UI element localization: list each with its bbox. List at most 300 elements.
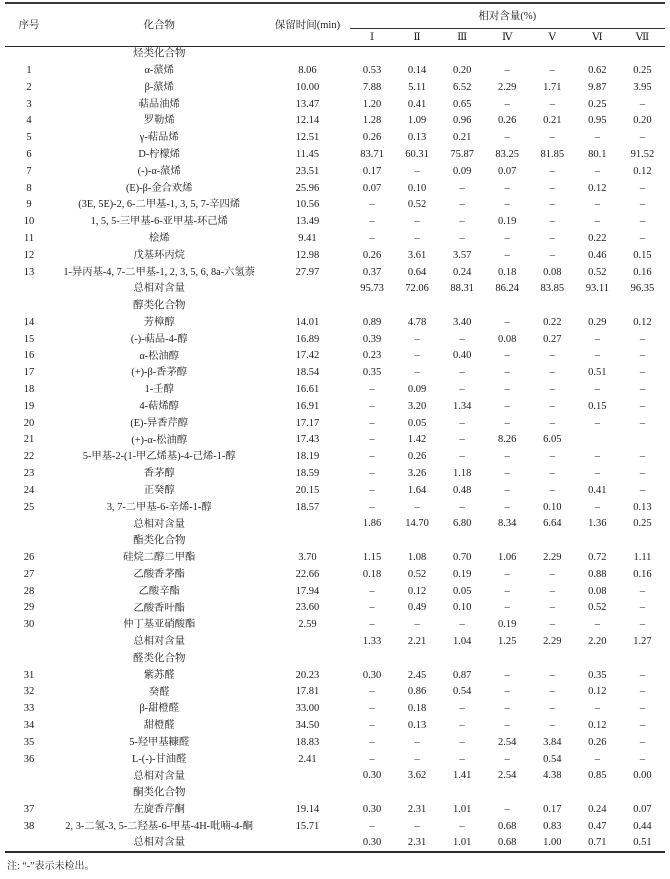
relative-content-value: 0.35 bbox=[588, 669, 607, 681]
relative-content-value: 0.68 bbox=[498, 820, 517, 832]
table-row bbox=[5, 819, 665, 836]
relative-content-value: – bbox=[594, 165, 600, 177]
relative-content-value: – bbox=[504, 484, 510, 496]
total-label: 总相对含量 bbox=[133, 283, 185, 295]
retention-time: 12.51 bbox=[295, 132, 320, 144]
relative-content-value: – bbox=[549, 132, 555, 144]
relative-content-value: 0.12 bbox=[633, 316, 652, 328]
relative-content-value: 0.24 bbox=[588, 804, 607, 815]
relative-content-value: – bbox=[459, 216, 465, 228]
relative-content-value: – bbox=[639, 451, 646, 463]
row-number: 35 bbox=[23, 736, 35, 748]
row-number: 7 bbox=[26, 165, 32, 177]
relative-content-value: 8.26 bbox=[498, 434, 517, 446]
relative-content-value: – bbox=[414, 501, 420, 513]
relative-content-value: – bbox=[594, 350, 600, 362]
retention-time bbox=[265, 634, 349, 651]
relative-content-value: 75.87 bbox=[450, 148, 474, 160]
compound-name: α-松油醇 bbox=[139, 350, 180, 362]
table-row bbox=[5, 80, 665, 97]
row-number: 1 bbox=[26, 64, 32, 76]
relative-content-value: 0.23 bbox=[362, 350, 382, 362]
section-row bbox=[5, 46, 665, 63]
relative-content-value: 0.29 bbox=[588, 316, 607, 328]
relative-content-value: – bbox=[369, 384, 375, 396]
section-label: 酯类化合物 bbox=[132, 535, 186, 547]
relative-content-value: 0.86 bbox=[407, 686, 427, 698]
table-row bbox=[5, 248, 665, 265]
row-number: 11 bbox=[23, 232, 35, 244]
section-label: 酮类化合物 bbox=[132, 787, 186, 799]
compound-name: (3E, 5E)-2, 6-二甲基-1, 3, 5, 7-辛四烯 bbox=[78, 199, 241, 211]
relative-content-value: – bbox=[459, 619, 465, 631]
table-row bbox=[5, 449, 665, 466]
compound-name: 乙酸辛酯 bbox=[138, 585, 180, 597]
relative-content-value: 0.21 bbox=[452, 132, 472, 144]
relative-content-value: – bbox=[594, 753, 600, 765]
compound-name: γ-萜品烯 bbox=[139, 132, 179, 144]
retention-time: 2.59 bbox=[298, 619, 317, 631]
compound-name: 戊基环丙烷 bbox=[133, 249, 185, 261]
relative-content-value: 1.06 bbox=[498, 552, 517, 564]
relative-content-value: – bbox=[549, 400, 555, 412]
relative-content-value: – bbox=[369, 434, 375, 446]
relative-content-value: – bbox=[639, 199, 646, 211]
relative-content-value: 3.61 bbox=[407, 249, 427, 261]
table-row bbox=[5, 382, 665, 399]
relative-content-value: 80.1 bbox=[588, 148, 607, 160]
compound-name: 3, 7-二甲基-6-辛烯-1-醇 bbox=[106, 501, 212, 513]
retention-time: 20.15 bbox=[295, 484, 320, 496]
relative-content-value: – bbox=[639, 720, 646, 732]
relative-content-value bbox=[395, 533, 440, 550]
relative-content-value: 3.62 bbox=[407, 770, 427, 782]
relative-content-value: – bbox=[549, 232, 555, 244]
retention-time bbox=[265, 533, 349, 550]
relative-content-value: 0.62 bbox=[588, 64, 607, 76]
relative-content-value: 0.30 bbox=[362, 837, 382, 849]
row-number: 21 bbox=[23, 434, 35, 446]
relative-content-value: – bbox=[504, 232, 510, 244]
relative-content-value: 0.00 bbox=[633, 770, 652, 782]
total-row bbox=[5, 835, 665, 852]
row-number: 22 bbox=[23, 451, 35, 463]
relative-content-value bbox=[575, 533, 620, 550]
relative-content-value: – bbox=[369, 417, 375, 429]
compound-name: 紫苏醛 bbox=[143, 669, 175, 681]
retention-time: 16.61 bbox=[295, 384, 320, 396]
retention-time: 13.47 bbox=[295, 98, 320, 110]
relative-content-value: 0.18 bbox=[407, 703, 427, 715]
table-row bbox=[5, 147, 665, 164]
retention-time: 27.97 bbox=[295, 266, 320, 278]
relative-content-value: – bbox=[459, 434, 465, 446]
row-number: 6 bbox=[26, 148, 32, 160]
relative-content-value bbox=[575, 298, 620, 315]
compound-name: L-(-)-甘油醛 bbox=[132, 753, 187, 765]
total-label: 总相对含量 bbox=[133, 636, 185, 648]
relative-content-value: – bbox=[504, 199, 510, 211]
relative-content-value: – bbox=[639, 350, 646, 362]
relative-content-value: 0.72 bbox=[588, 552, 607, 564]
relative-content-value: – bbox=[459, 736, 465, 748]
relative-content-value: – bbox=[639, 686, 646, 698]
relative-content-value: 1.28 bbox=[362, 115, 382, 127]
relative-content-value: – bbox=[549, 165, 555, 177]
relative-content-value: 0.48 bbox=[452, 484, 472, 496]
relative-content-value bbox=[395, 651, 440, 668]
relative-content-value: – bbox=[414, 216, 420, 228]
compound-name: β-甜橙醛 bbox=[139, 703, 179, 715]
relative-content-value: – bbox=[594, 501, 600, 513]
compound-name: (E)-β-金合欢烯 bbox=[126, 182, 193, 194]
compound-name: 罗勒烯 bbox=[143, 115, 175, 127]
relative-content-value: – bbox=[414, 333, 420, 345]
relative-content-value bbox=[620, 785, 665, 802]
row-number: 10 bbox=[23, 216, 35, 228]
relative-content-value: – bbox=[639, 585, 646, 597]
compound-name: (-)-α-蒎烯 bbox=[137, 165, 181, 177]
row-number: 37 bbox=[23, 804, 35, 815]
relative-content-value: – bbox=[504, 753, 510, 765]
table-row bbox=[5, 365, 665, 382]
relative-content-value bbox=[440, 651, 485, 668]
relative-content-value: – bbox=[414, 820, 420, 832]
table-row bbox=[5, 315, 665, 332]
relative-content-value: 2.45 bbox=[407, 669, 427, 681]
relative-content-value: – bbox=[594, 451, 600, 463]
paper-table-page bbox=[0, 2, 670, 872]
table-row bbox=[5, 684, 665, 701]
total-label: 总相对含量 bbox=[133, 837, 185, 849]
relative-content-value: – bbox=[549, 367, 555, 379]
relative-content-value: – bbox=[459, 384, 465, 396]
relative-content-value: – bbox=[459, 501, 465, 513]
retention-time: 13.49 bbox=[295, 216, 320, 228]
retention-time: 18.19 bbox=[295, 451, 320, 463]
relative-content-value: 0.40 bbox=[452, 350, 472, 362]
relative-content-value: 0.46 bbox=[588, 249, 607, 261]
relative-content-value: – bbox=[459, 820, 465, 832]
sample-column-header: Ⅱ bbox=[413, 32, 421, 43]
relative-content-value: – bbox=[639, 703, 646, 715]
relative-content-value: – bbox=[639, 98, 646, 110]
relative-content-value: 0.26 bbox=[407, 451, 427, 463]
row-number: 28 bbox=[23, 585, 35, 597]
row-number: 13 bbox=[23, 266, 35, 278]
relative-content-value: 4.78 bbox=[407, 316, 427, 328]
relative-content-value: – bbox=[504, 249, 510, 261]
retention-time: 17.81 bbox=[295, 686, 320, 698]
sample-column-header: Ⅵ bbox=[592, 32, 603, 43]
relative-content-value: – bbox=[369, 199, 375, 211]
relative-content-value: – bbox=[549, 249, 555, 261]
table-row bbox=[5, 197, 665, 214]
relative-content-value: 3.26 bbox=[407, 468, 427, 480]
table-body bbox=[5, 46, 665, 852]
relative-content-value: – bbox=[594, 384, 600, 396]
relative-content-value: – bbox=[594, 619, 600, 631]
compound-name: 1-异丙基-4, 7-二甲基-1, 2, 3, 5, 6, 8a-六氢萘 bbox=[63, 266, 256, 278]
relative-content-value: – bbox=[549, 568, 555, 580]
relative-content-value: – bbox=[369, 703, 375, 715]
retention-time: 10.56 bbox=[295, 199, 320, 211]
header-row-main bbox=[5, 3, 665, 28]
relative-content-value: 95.73 bbox=[360, 283, 384, 295]
compound-name: 桧烯 bbox=[148, 233, 170, 245]
relative-content-value: 1.36 bbox=[588, 518, 607, 530]
relative-content-value: – bbox=[369, 468, 375, 480]
relative-content-value: 91.52 bbox=[630, 148, 655, 160]
relative-content-value: 0.41 bbox=[407, 98, 427, 110]
relative-content-value bbox=[530, 46, 575, 63]
sample-column-header: Ⅶ bbox=[635, 32, 650, 43]
table-row bbox=[5, 567, 665, 584]
relative-content-value: – bbox=[549, 451, 555, 463]
row-number: 14 bbox=[23, 316, 35, 328]
relative-content-value: – bbox=[639, 619, 646, 631]
table-header bbox=[5, 3, 665, 46]
relative-content-value: 1.42 bbox=[407, 434, 427, 446]
relative-content-value: 0.37 bbox=[362, 266, 382, 278]
relative-content-value: 1.08 bbox=[407, 552, 427, 564]
relative-content-value: – bbox=[639, 182, 646, 194]
relative-content-value: 0.71 bbox=[588, 837, 607, 849]
relative-content-value: – bbox=[504, 501, 510, 513]
relative-content-value: 0.15 bbox=[588, 400, 607, 412]
relative-content-value: 1.20 bbox=[362, 98, 382, 110]
row-number: 23 bbox=[23, 468, 35, 480]
row-number: 27 bbox=[23, 568, 35, 580]
compound-table bbox=[5, 2, 665, 853]
relative-content-value: 2.21 bbox=[407, 636, 427, 648]
total-row bbox=[5, 634, 665, 651]
relative-content-value: 0.09 bbox=[452, 165, 472, 177]
table-row bbox=[5, 164, 665, 181]
retention-time: 9.41 bbox=[298, 232, 317, 244]
retention-time: 23.51 bbox=[295, 165, 320, 177]
relative-content-value: – bbox=[594, 333, 600, 345]
relative-content-value: 1.11 bbox=[633, 552, 652, 564]
compound-name: 仲丁基亚硝酸酯 bbox=[123, 619, 196, 631]
relative-content-value: 0.18 bbox=[362, 568, 382, 580]
relative-content-value: 2.20 bbox=[588, 636, 607, 648]
table-row bbox=[5, 667, 665, 684]
compound-name: 5-甲基-2-(1-甲乙烯基)-4-己烯-1-醇 bbox=[82, 451, 236, 463]
relative-content-value: 0.25 bbox=[588, 98, 607, 110]
relative-content-value: – bbox=[504, 417, 510, 429]
relative-content-value: 1.01 bbox=[452, 804, 472, 815]
relative-content-value: – bbox=[549, 703, 555, 715]
table-row bbox=[5, 600, 665, 617]
relative-content-value: 0.13 bbox=[407, 132, 427, 144]
row-number: 26 bbox=[23, 552, 35, 564]
relative-content-value: 0.22 bbox=[543, 316, 562, 328]
relative-content-value: 0.10 bbox=[543, 501, 562, 513]
retention-time bbox=[265, 46, 349, 63]
relative-content-value: – bbox=[549, 64, 555, 76]
table-row bbox=[5, 751, 665, 768]
relative-content-value: – bbox=[549, 619, 555, 631]
relative-content-value: 1.18 bbox=[452, 468, 472, 480]
row-number: 9 bbox=[26, 199, 32, 211]
relative-content-value: 0.53 bbox=[362, 64, 382, 76]
relative-content-value: – bbox=[369, 602, 375, 614]
relative-content-value: 3.95 bbox=[633, 81, 652, 93]
relative-content-value: 0.20 bbox=[452, 64, 472, 76]
relative-content-value: 0.26 bbox=[588, 736, 607, 748]
section-label: 醇类化合物 bbox=[132, 300, 186, 312]
relative-content-value: 0.12 bbox=[588, 686, 607, 698]
relative-content-value: – bbox=[549, 350, 555, 362]
relative-content-value: – bbox=[414, 736, 420, 748]
relative-content-value: 0.70 bbox=[452, 552, 472, 564]
compound-name: 1, 5, 5-三甲基-6-亚甲基-环己烯 bbox=[90, 216, 228, 228]
relative-content-value: 6.52 bbox=[452, 81, 472, 93]
relative-content-value: – bbox=[369, 232, 375, 244]
row-number bbox=[5, 516, 53, 533]
relative-content-value: 1.15 bbox=[362, 552, 382, 564]
relative-content-value: 0.49 bbox=[407, 602, 427, 614]
table-row bbox=[5, 701, 665, 718]
relative-content-value: 0.95 bbox=[588, 115, 607, 127]
relative-content-value: 0.08 bbox=[543, 266, 562, 278]
section-row bbox=[5, 533, 665, 550]
relative-content-value: – bbox=[504, 367, 510, 379]
row-number bbox=[5, 533, 53, 550]
relative-content-value: – bbox=[459, 199, 465, 211]
retention-time: 33.00 bbox=[295, 703, 320, 715]
relative-content-value: 0.51 bbox=[633, 837, 652, 849]
relative-content-value: 0.27 bbox=[543, 333, 562, 345]
relative-content-value: 0.25 bbox=[633, 518, 652, 530]
table-row bbox=[5, 550, 665, 567]
relative-content-value bbox=[485, 785, 530, 802]
row-number bbox=[5, 46, 53, 63]
row-number: 36 bbox=[23, 753, 35, 765]
table-row bbox=[5, 231, 665, 248]
relative-content-value bbox=[350, 651, 395, 668]
row-number: 2 bbox=[26, 81, 32, 93]
table-row bbox=[5, 180, 665, 197]
retention-time: 10.00 bbox=[295, 81, 320, 93]
retention-time: 22.66 bbox=[295, 568, 320, 580]
relative-content-value: 1.27 bbox=[633, 636, 652, 648]
relative-content-value: 6.64 bbox=[543, 518, 562, 530]
section-label: 烃类化合物 bbox=[132, 48, 186, 60]
relative-content-value bbox=[620, 533, 665, 550]
retention-time: 25.96 bbox=[295, 182, 320, 194]
relative-content-value: 0.05 bbox=[407, 417, 427, 429]
compound-name: 2, 3-二氢-3, 5-二羟基-6-甲基-4H-吡喃-4-酮 bbox=[65, 820, 254, 832]
table-row bbox=[5, 399, 665, 416]
relative-content-value: 0.85 bbox=[588, 770, 607, 782]
relative-content-value: 0.54 bbox=[543, 753, 562, 765]
table-row bbox=[5, 63, 665, 80]
relative-content-value: – bbox=[369, 216, 375, 228]
column-header-retention-time: 保留时间(min) bbox=[274, 20, 341, 32]
relative-content-value bbox=[440, 533, 485, 550]
relative-content-value: 0.16 bbox=[633, 568, 652, 580]
relative-content-value: 1.34 bbox=[452, 400, 472, 412]
relative-content-value bbox=[620, 651, 665, 668]
table-row bbox=[5, 96, 665, 113]
relative-content-value: – bbox=[549, 484, 555, 496]
table-row bbox=[5, 500, 665, 517]
relative-content-value: 0.39 bbox=[362, 333, 382, 345]
relative-content-value: – bbox=[504, 602, 510, 614]
relative-content-value: 0.96 bbox=[452, 115, 472, 127]
retention-time: 18.83 bbox=[295, 736, 320, 748]
relative-content-value: – bbox=[369, 720, 375, 732]
row-number: 30 bbox=[23, 619, 35, 631]
relative-content-value: – bbox=[639, 232, 646, 244]
relative-content-value bbox=[350, 785, 395, 802]
sample-column-header: Ⅳ bbox=[501, 32, 513, 43]
relative-content-value: – bbox=[549, 686, 555, 698]
table-row bbox=[5, 802, 665, 819]
relative-content-value: 3.40 bbox=[452, 316, 472, 328]
relative-content-value: – bbox=[549, 468, 555, 480]
relative-content-value: – bbox=[459, 703, 465, 715]
relative-content-value: – bbox=[549, 384, 555, 396]
relative-content-value: – bbox=[594, 216, 600, 228]
relative-content-value: 0.52 bbox=[407, 199, 427, 211]
relative-content-value: 0.26 bbox=[498, 115, 517, 127]
retention-time: 3.70 bbox=[298, 552, 317, 564]
relative-content-value: – bbox=[594, 468, 600, 480]
table-row bbox=[5, 332, 665, 349]
relative-content-value: 2.54 bbox=[498, 736, 517, 748]
row-number bbox=[5, 651, 53, 668]
compound-name: 癸醛 bbox=[148, 686, 170, 698]
relative-content-value: – bbox=[639, 216, 646, 228]
relative-content-value: – bbox=[369, 585, 375, 597]
relative-content-value: – bbox=[369, 400, 375, 412]
relative-content-value: 0.44 bbox=[633, 820, 652, 832]
table-row bbox=[5, 718, 665, 735]
relative-content-value: – bbox=[459, 417, 465, 429]
compound-name: 香茅醇 bbox=[143, 468, 175, 480]
relative-content-value bbox=[575, 651, 620, 668]
relative-content-value: – bbox=[504, 316, 510, 328]
relative-content-value: 1.71 bbox=[543, 81, 562, 93]
relative-content-value: – bbox=[639, 333, 646, 345]
relative-content-value: – bbox=[549, 216, 555, 228]
relative-content-value: 0.07 bbox=[498, 165, 517, 177]
relative-content-value: – bbox=[504, 350, 510, 362]
retention-time: 16.89 bbox=[295, 333, 320, 345]
table-row bbox=[5, 130, 665, 147]
relative-content-value: 0.09 bbox=[407, 384, 427, 396]
relative-content-value: 83.25 bbox=[495, 148, 520, 160]
relative-content-value bbox=[440, 785, 485, 802]
relative-content-value: – bbox=[369, 753, 375, 765]
relative-content-value: 0.08 bbox=[498, 333, 517, 345]
relative-content-value bbox=[575, 46, 620, 63]
relative-content-value bbox=[350, 298, 395, 315]
retention-time: 18.54 bbox=[295, 367, 320, 379]
relative-content-value: – bbox=[504, 686, 510, 698]
relative-content-value: – bbox=[639, 400, 646, 412]
retention-time bbox=[265, 768, 349, 785]
relative-content-value: 0.25 bbox=[633, 64, 652, 76]
retention-time bbox=[265, 651, 349, 668]
row-number bbox=[5, 768, 53, 785]
relative-content-value: 0.83 bbox=[543, 820, 562, 832]
table-row bbox=[5, 113, 665, 130]
relative-content-value: – bbox=[504, 132, 510, 144]
